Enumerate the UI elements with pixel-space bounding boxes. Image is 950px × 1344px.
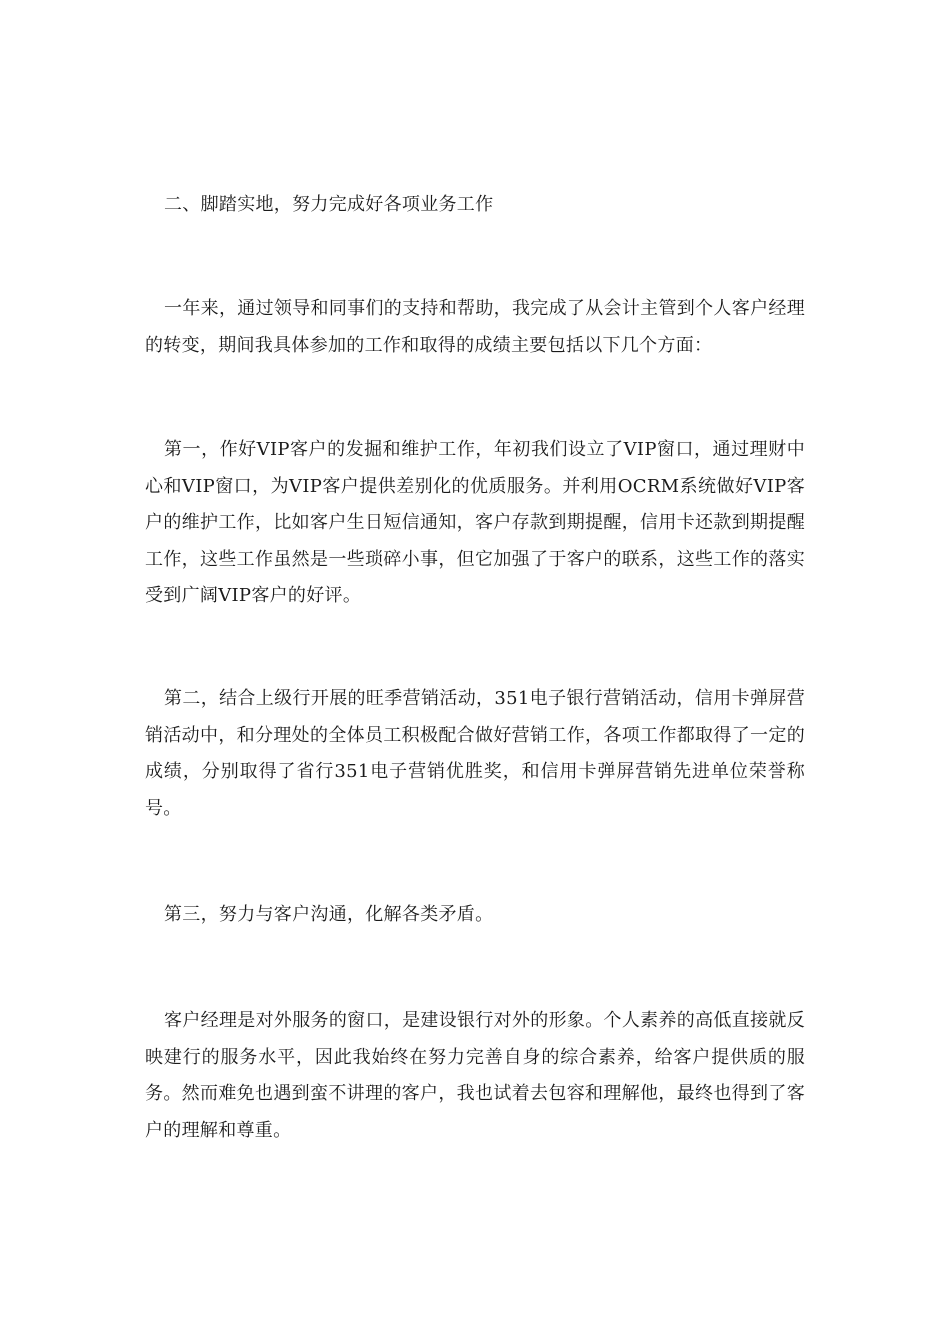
paragraph-second-marketing: 第二，结合上级行开展的旺季营销活动，351电子银行营销活动，信用卡弹屏营销活动中，和分理处的全体员工积极配合做好营销工作，各项工作都取得了一定的成绩，分别取得了省行351电子营销优胜奖，和信用卡弹屏营销先进单位荣誉称号。 <box>145 688 805 819</box>
paragraph-customer-manager: 客户经理是对外服务的窗口，是建设银行对外的形象。个人素养的高低直接就反映建行的服务水平，因此我始终在努力完善自身的综合素养，给客户提供质的服务。然而难免也遇到蛮不讲理的客户，我也试着去包容和理解他，最终也得到了客户的理解和尊重。 <box>145 1010 805 1141</box>
paragraph-intro: 一年来，通过领导和同事们的支持和帮助，我完成了从会计主管到个人客户经理的转变，期间我具体参加的工作和取得的成绩主要包括以下几个方面： <box>145 298 805 356</box>
paragraph-third-communication: 第三，努力与客户沟通，化解各类矛盾。 <box>164 904 494 925</box>
section-heading: 二、脚踏实地，努力完成好各项业务工作 <box>164 194 494 215</box>
paragraph-first-vip-service: 第一，作好VIP客户的发掘和维护工作，年初我们设立了VIP窗口，通过理财中心和VIP窗口，为VIP客户提供差别化的优质服务。并利用OCRM系统做好VIP客户的维护工作，比如客户生日短信通知，客户存款到期提醒，信用卡还款到期提醒工作，这些工作虽然是一些琐碎小事，但它加强了于客户的联系，这些工作的落实受到广阔VIP客户的好评。 <box>145 439 805 607</box>
